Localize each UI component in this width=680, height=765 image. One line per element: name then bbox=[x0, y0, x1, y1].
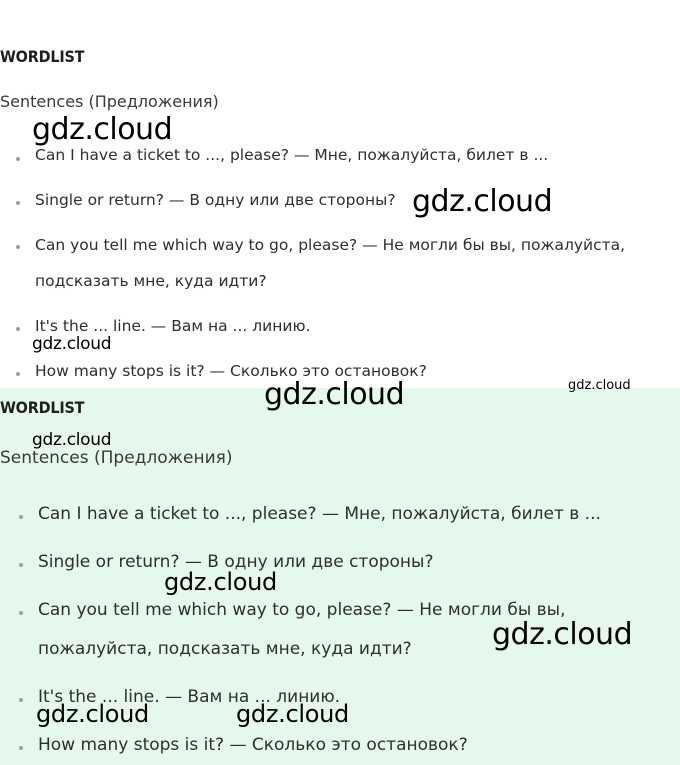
list-item: Can I have a ticket to ..., please? — Мне, пожалуйста, билет в ... bbox=[38, 504, 601, 524]
list-item: Can I have a ticket to ..., please? — Мне, пожалуйста, билет в ... bbox=[35, 146, 549, 164]
list-item: It's the ... line. — Вам на ... линию. bbox=[35, 317, 311, 335]
watermark: gdz.cloud bbox=[568, 378, 631, 393]
section-subtitle: Sentences (Предложения) bbox=[0, 448, 233, 468]
section-heading: WORDLIST bbox=[0, 47, 85, 66]
watermark: gdz.cloud bbox=[32, 112, 173, 147]
list-item: Single or return? — В одну или две стороны? bbox=[35, 191, 396, 209]
watermark: gdz.cloud bbox=[36, 700, 149, 728]
bullet-icon bbox=[19, 746, 23, 750]
bullet-icon bbox=[16, 157, 20, 161]
list-item: Single or return? — В одну или две стороны? bbox=[38, 552, 434, 572]
bullet-icon bbox=[16, 245, 20, 249]
wordlist-section-2 bbox=[0, 388, 680, 765]
bullet-icon bbox=[19, 611, 23, 615]
bullet-icon bbox=[19, 515, 23, 519]
list-item: Can you tell me which way to go, please? — Не могли бы вы, пожалуйста, bbox=[35, 236, 626, 254]
bullet-icon bbox=[16, 327, 20, 331]
watermark: gdz.cloud bbox=[264, 377, 405, 412]
bullet-icon bbox=[16, 201, 20, 205]
list-item-continuation: подсказать мне, куда идти? bbox=[35, 272, 267, 290]
list-item: How many stops is it? — Сколько это остановок? bbox=[38, 735, 468, 755]
list-item: How many stops is it? — Сколько это остановок? bbox=[35, 362, 427, 380]
list-item: Can you tell me which way to go, please? — Не могли бы вы, bbox=[38, 600, 566, 620]
bullet-icon bbox=[19, 698, 23, 702]
bullet-icon bbox=[19, 563, 23, 567]
watermark: gdz.cloud bbox=[412, 184, 553, 219]
watermark: gdz.cloud bbox=[236, 700, 349, 728]
bullet-icon bbox=[16, 372, 20, 376]
section-heading: WORDLIST bbox=[0, 398, 85, 417]
watermark: gdz.cloud bbox=[164, 568, 277, 596]
watermark: gdz.cloud bbox=[492, 617, 633, 652]
list-item-continuation: пожалуйста, подсказать мне, куда идти? bbox=[38, 639, 412, 659]
section-subtitle: Sentences (Предложения) bbox=[0, 92, 219, 111]
watermark: gdz.cloud bbox=[32, 334, 112, 354]
watermark: gdz.cloud bbox=[32, 430, 112, 450]
list-item: It's the ... line. — Вам на ... линию. bbox=[38, 687, 341, 707]
